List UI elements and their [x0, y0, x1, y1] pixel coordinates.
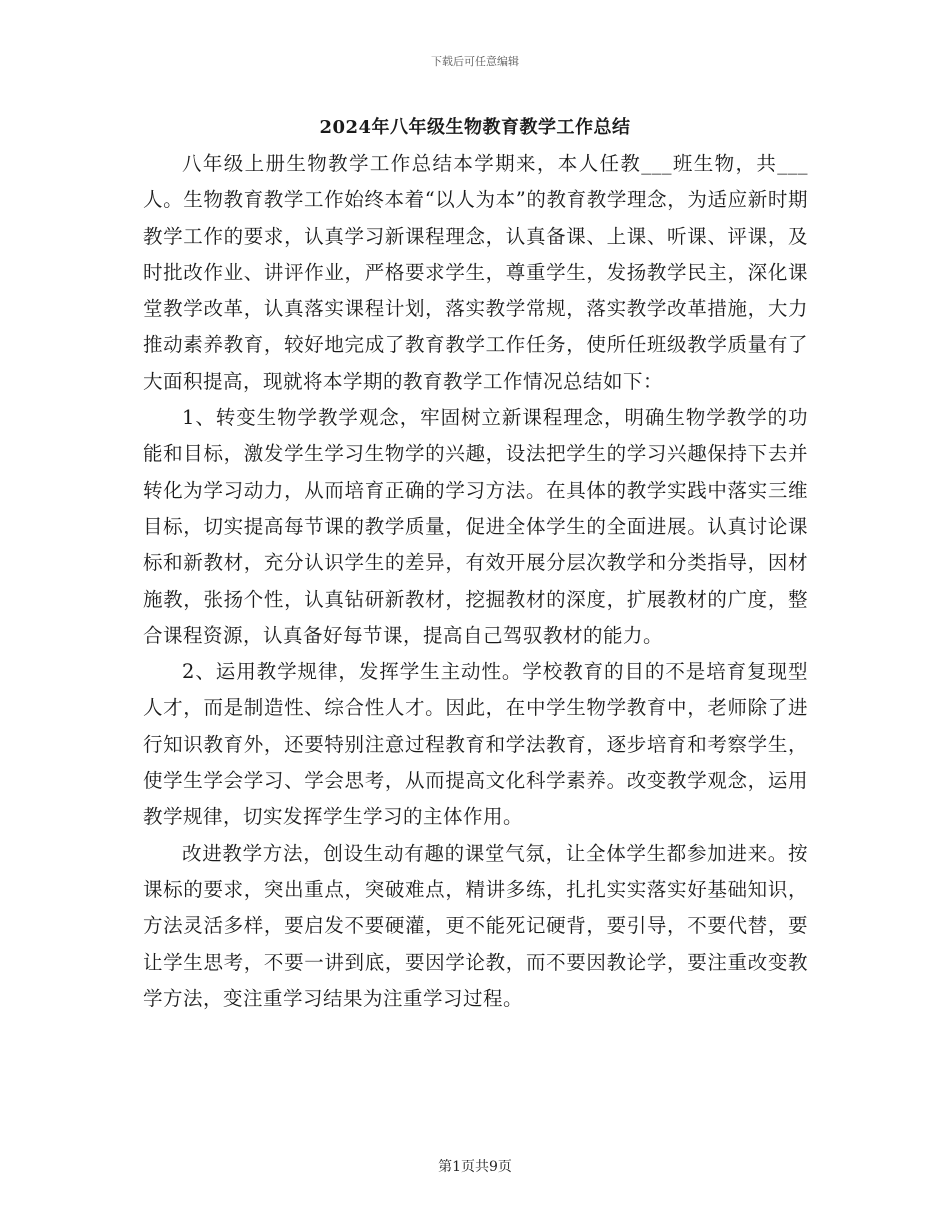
page-number: 第1页共9页 — [438, 1159, 512, 1175]
document-body — [143, 146, 808, 1017]
page-header-note: 下载后可任意编辑 — [431, 55, 519, 68]
paragraph-teaching-methods: 改进教学方法，创设生动有趣的课堂气氛，让全体学生都参加进来。按课标的要求，突出重点，突破难点，精讲多练，扎扎实实落实好基础知识，方法灵活多样，要启发不要硬灌，更不能死记硬背，要引导，不要代替，要让学生思考，不要一讲到底，要因学论教，而不要因教论学，要注重改变教学方法，变注重学习结果为注重学习过程。 — [143, 841, 808, 1010]
paragraph-intro: 八年级上册生物教学工作总结本学期来，本人任教___班生物，共___人。生物教育教学工作始终本着“以人为本”的教育教学理念，为适应新时期教学工作的要求，认真学习新课程理念，认真备课、上课、听课、评课，及时批改作业、讲评作业，严格要求学生，尊重学生，发扬教学民主，深化课堂教学改革，认真落实课程计划，落实教学常规，落实教学改革措施，大力推动素养教育，较好地完成了教育教学工作任务，使所任班级教学质量有了大面积提高，现就将本学期的教育教学工作情况总结如下： — [143, 152, 808, 393]
paragraph-point-2: 2、运用教学规律，发挥学生主动性。学校教育的目的不是培育复现型人才，而是制造性、综合性人才。因此，在中学生物学教育中，老师除了进行知识教育外，还要特别注意过程教育和学法教育，逐步培育和考察学生，使学生学会学习、学会思考，从而提高文化科学素养。改变教学观念，运用教学规律，切实发挥学生学习的主体作用。 — [143, 660, 808, 829]
document-title: 2024年八年级生物教育教学工作总结 — [319, 117, 631, 138]
paragraph-point-1: 1、转变生物学教学观念，牢固树立新课程理念，明确生物学教学的功能和目标，激发学生学习生物学的兴趣，设法把学生的学习兴趣保持下去并转化为学习动力，从而培育正确的学习方法。在具体的教学实践中落实三维目标，切实提高每节课的教学质量，促进全体学生的全面进展。认真讨论课标和新教材，充分认识学生的差异，有效开展分层次教学和分类指导，因材施教，张扬个性，认真钻研新教材，挖掘教材的深度，扩展教材的广度，整合课程资源，认真备好每节课，提高自己驾驭教材的能力。 — [143, 406, 808, 647]
